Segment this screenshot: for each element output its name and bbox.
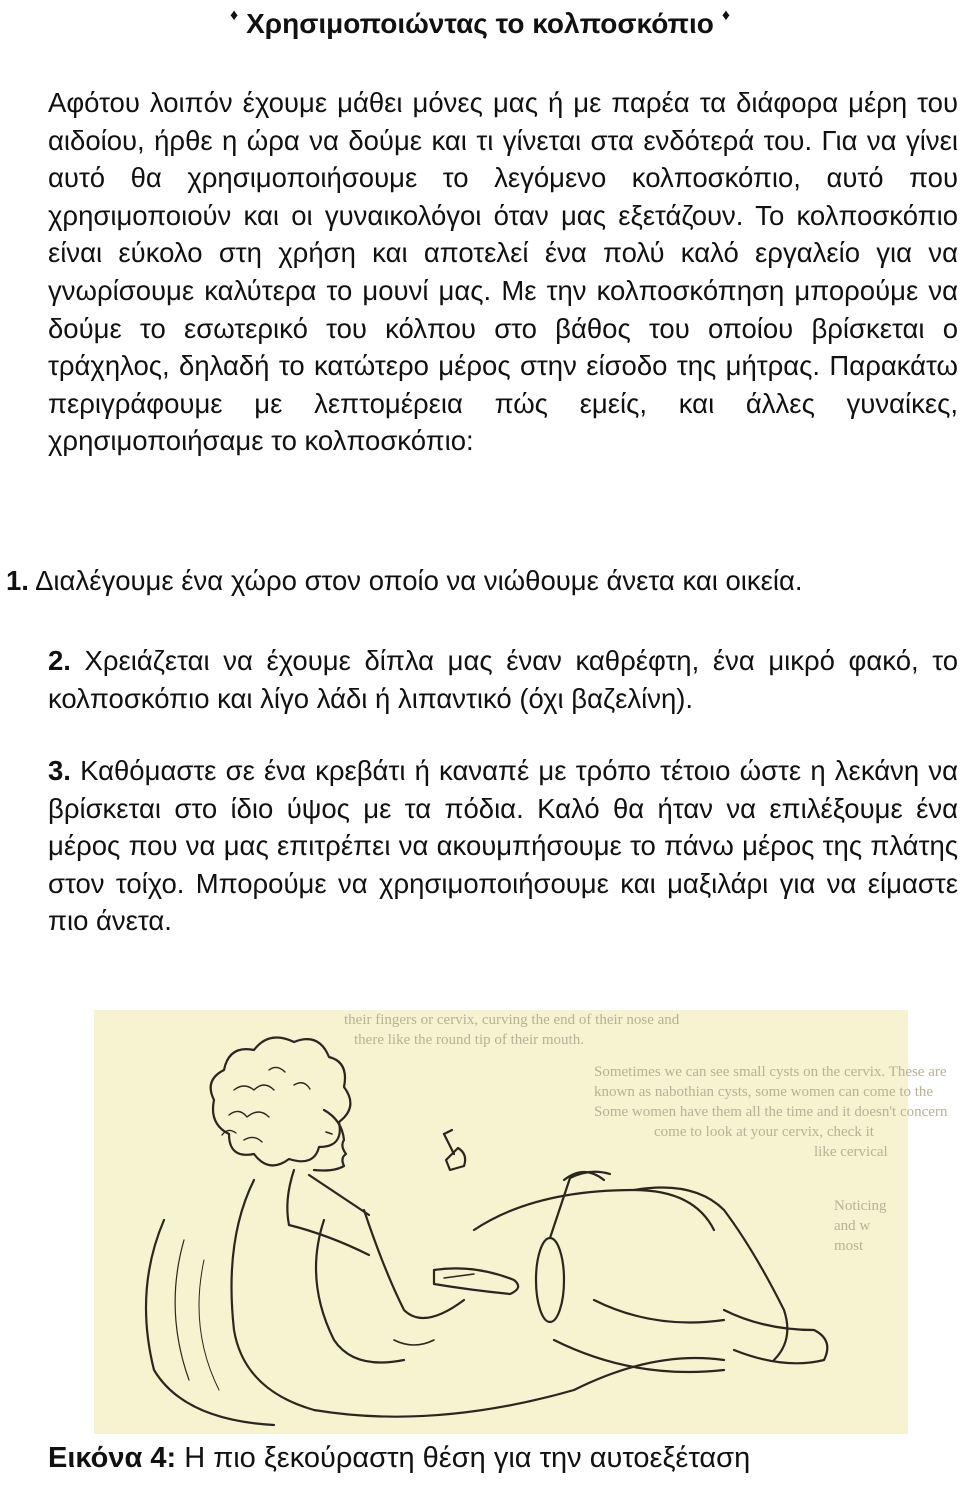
pillow-outline (146, 1220, 274, 1425)
step-text: Χρειάζεται να έχουμε δίπλα μας έναν καθρέφτη, ένα μικρό φακό, το κολποσκόπιο και λίγο λάδι ή λιπαντικό (όχι βαζελίνη). (48, 645, 958, 714)
caption-text: Η πιο ξεκούραστη θέση για την αυτοεξέταση (184, 1442, 751, 1474)
hip-outline (314, 1358, 724, 1417)
speculum-drawing (434, 1268, 518, 1294)
diamond-bullet-icon: ♦ (229, 7, 239, 24)
step-item (6, 562, 956, 600)
page-title (0, 4, 960, 44)
bleed-line: known as nabothian cysts, some women can come to the (594, 1084, 934, 1100)
bleed-line: there like the round tip of their mouth. (354, 1032, 584, 1048)
intro-paragraph: Αφότου λοιπόν έχουμε μάθει μόνες μας ή με παρέα τα διάφορα μέρη του αιδοίου, ήρθε η ώρα να δούμε και τι γίνεται στα ενδότερά του. Για να γίνει αυτό θα χρησιμοποιήσουμε το λεγόμενο κολποσκόπιο, αυτό που χρησιμοποιούν και οι γυναικολόγοι όταν μας εξετάζουν. Το κολποσκόπιο είναι εύκολο στη χρήση και αποτελεί ένα πολύ καλό εργαλείο για να γνωρίσουμε καλύτερα το μουνί μας. Με την κολποσκόπηση μπορούμε να δούμε το εσωτερικό του κόλπου στο βάθος του οποίου βρίσκεται ο τράχηλος, δηλαδή το κατώτερο μέρος στην είσοδο της μήτρας. Παρακάτω περιγράφουμε με λεπτομέρεια πώς εμείς, και άλλες γυναίκες, χρησιμοποιήσαμε το κολποσκόπιο: (48, 87, 958, 457)
caption-label: Εικόνα 4: (48, 1442, 177, 1474)
bleed-line: Sometimes we can see small cysts on the cervix. These are (594, 1064, 947, 1080)
figure-caption (48, 1440, 750, 1476)
arm-left (316, 1220, 404, 1363)
step-item (48, 752, 958, 940)
bleed-line: and w (834, 1218, 871, 1234)
hair-drawing (211, 1038, 351, 1166)
bleed-line: Some women have them all the time and it doesn't concern (594, 1104, 948, 1120)
bleed-line: most (834, 1238, 864, 1254)
torso-back (232, 1180, 315, 1410)
flashlight-drawing (444, 1130, 465, 1170)
leg-upper (634, 1188, 787, 1361)
step-item (48, 642, 958, 717)
diamond-bullet-icon: ♦ (721, 7, 731, 24)
raised-knee (474, 1190, 714, 1230)
step-number: 2. (48, 645, 71, 676)
arm-right (364, 1210, 464, 1318)
bleed-through-text (344, 1012, 948, 1254)
step-text: Καθόμαστε σε ένα κρεβάτι ή καναπέ με τρόπο τέτοιο ώστε η λεκάνη να βρίσκεται στο ίδιο ύψος με τα πόδια. Καλό θα ήταν να επιλέξουμε ένα μέρος που να μας επιτρέπει να ακουμπήσουμε το πάνω μέρος της πλάτης στον τοίχο. Μπορούμε να χρησιμοποιήσουμε και μαξιλάρι για να είμαστε πιο άνετα. (48, 755, 958, 937)
foot-drawing (724, 1310, 827, 1363)
step-text: Διαλέγουμε ένα χώρο στον οποίο να νιώθουμε άνετα και οικεία. (35, 565, 803, 596)
step-number: 1. (6, 565, 29, 596)
bleed-line: their fingers or cervix, curving the end of their nose and (344, 1012, 680, 1028)
bleed-line: like cervical (814, 1144, 888, 1160)
self-exam-illustration (94, 1010, 948, 1434)
bleed-line: come to look at your cervix, check it (654, 1124, 874, 1140)
illustration-figure (94, 1010, 948, 1434)
bleed-line: Noticing (834, 1198, 887, 1214)
step-number: 3. (48, 755, 71, 786)
page-title-text: Χρησιμοποιώντας το κολποσκόπιο (246, 8, 714, 39)
